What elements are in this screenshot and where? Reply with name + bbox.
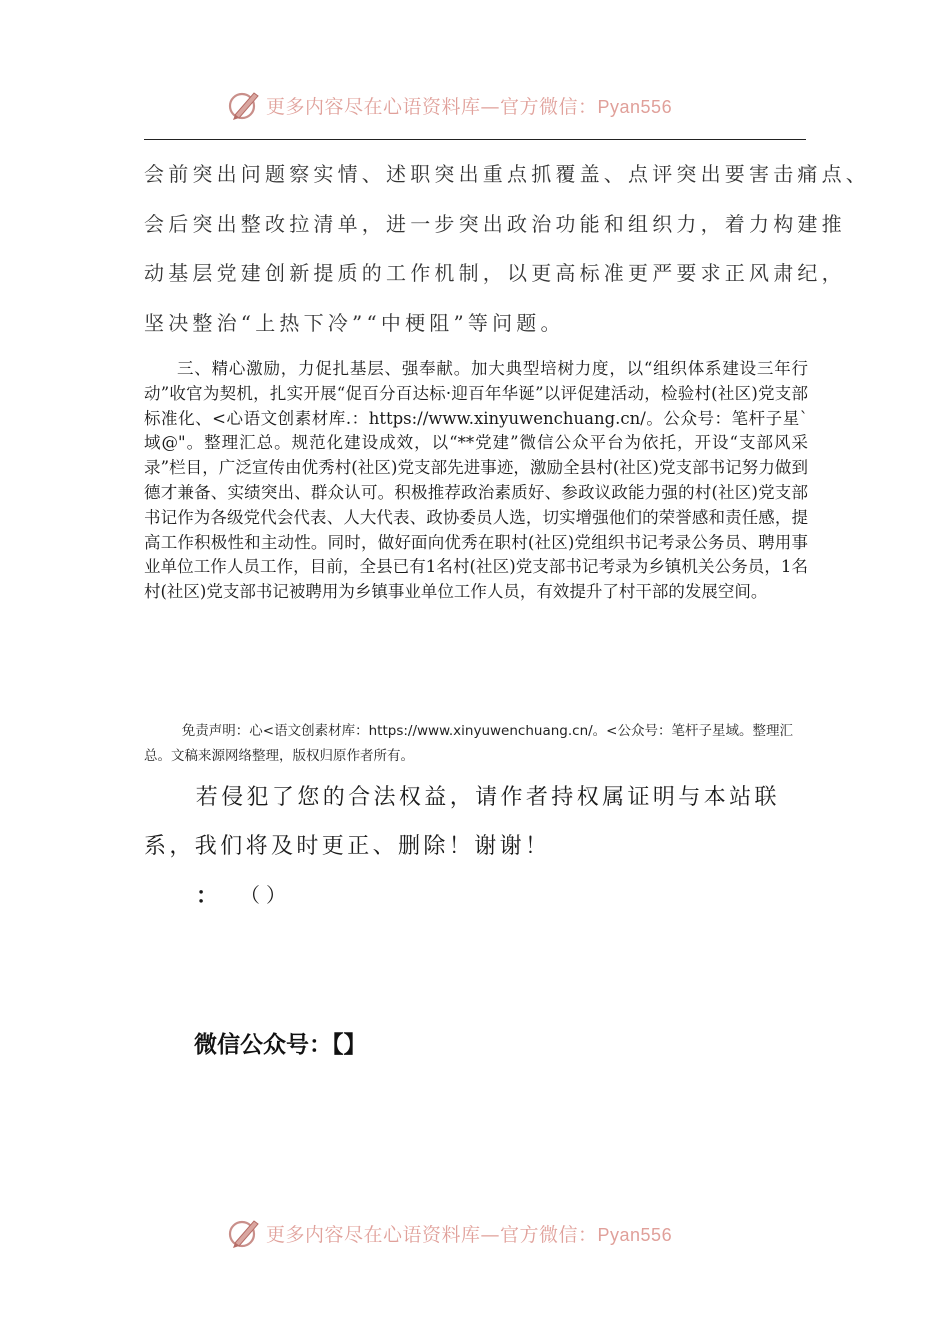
page-footer-banner bbox=[226, 1214, 726, 1254]
infringement-notice: 若侵犯了您的合法权益，请作者持权属证明与本站联系，我们将及时更正、删除！谢谢！ bbox=[144, 785, 780, 859]
header-wechat-id: Pyan556 bbox=[597, 97, 673, 117]
header-brand bbox=[266, 92, 672, 119]
body-line: 坚决整治“上热下冷”“中梗阻”等问题。 bbox=[144, 310, 565, 335]
empty-parens: （） bbox=[240, 883, 292, 907]
footer-brand-text: 更多内容尽在心语资料库—官方微信： bbox=[266, 1224, 598, 1246]
footer-wechat-id: Pyan556 bbox=[597, 1225, 673, 1245]
body-lines bbox=[144, 150, 870, 348]
page-header bbox=[226, 86, 726, 126]
wechat-label: 微信公众号：【】 bbox=[194, 1032, 367, 1058]
header-divider bbox=[144, 139, 806, 140]
pen-logo-icon bbox=[226, 1216, 262, 1250]
body-line: 会前突出问题察实情、述职突出重点抓覆盖、点评突出要害击痛点、 bbox=[144, 162, 870, 186]
body-line: 会后突出整改拉清单，进一步突出政治功能和组织力，着力构建推 bbox=[144, 211, 846, 236]
body-line: 动基层党建创新提质的工作机制，以更高标准更严要求正风肃纪， bbox=[144, 261, 846, 285]
header-brand-text: 更多内容尽在心语资料库—官方微信： bbox=[266, 96, 598, 118]
colon-mark: ： bbox=[196, 884, 219, 909]
footer-brand bbox=[266, 1220, 672, 1247]
pen-logo-icon bbox=[226, 88, 262, 122]
disclaimer: 免责声明：心<语文创素材库：https://www.xinyuwenchuang.cn/。<公众号：笔杆子星域。整理汇总。文稿来源网络整理，版权归原作者所有。 bbox=[144, 723, 793, 764]
section-three-paragraph: 三、精心激励，力促扎基层、强奉献。加大典型培树力度，以“组织体系建设三年行动”收官为契机，扎实开展“促百分百达标·迎百年华诞”以评促建活动，检验村(社区)党支部标准化、<心语文创素材库.：https://www.xinyuwenchuang.cn/。公众号：笔杆子星`域@"。整理汇总。规范化建设成效，以“**党建”微信公众平台为依托，开设“支部风采录”栏目，广泛宣传由优秀村(社区)党支部先进事迹，激励全县村(社区)党支部书记努力做到德才兼备、实绩突出、群众认可。积极推荐政治素质好、参政议政能力强的村(社区)党支部书记作为各级党代会代表、人大代表、政协委员人选，切实增强他们的荣誉感和责任感，提高工作积极性和主动性。同时，做好面向优秀在职村(社区)党组织书记考录公务员、聘用事业单位工作人员工作，目前，全县已有1名村(社区)党支部书记考录为乡镇机关公务员，1名村(社区)党支部书记被聘用为乡镇事业单位工作人员，有效提升了村干部的发展空间。 bbox=[144, 359, 808, 602]
